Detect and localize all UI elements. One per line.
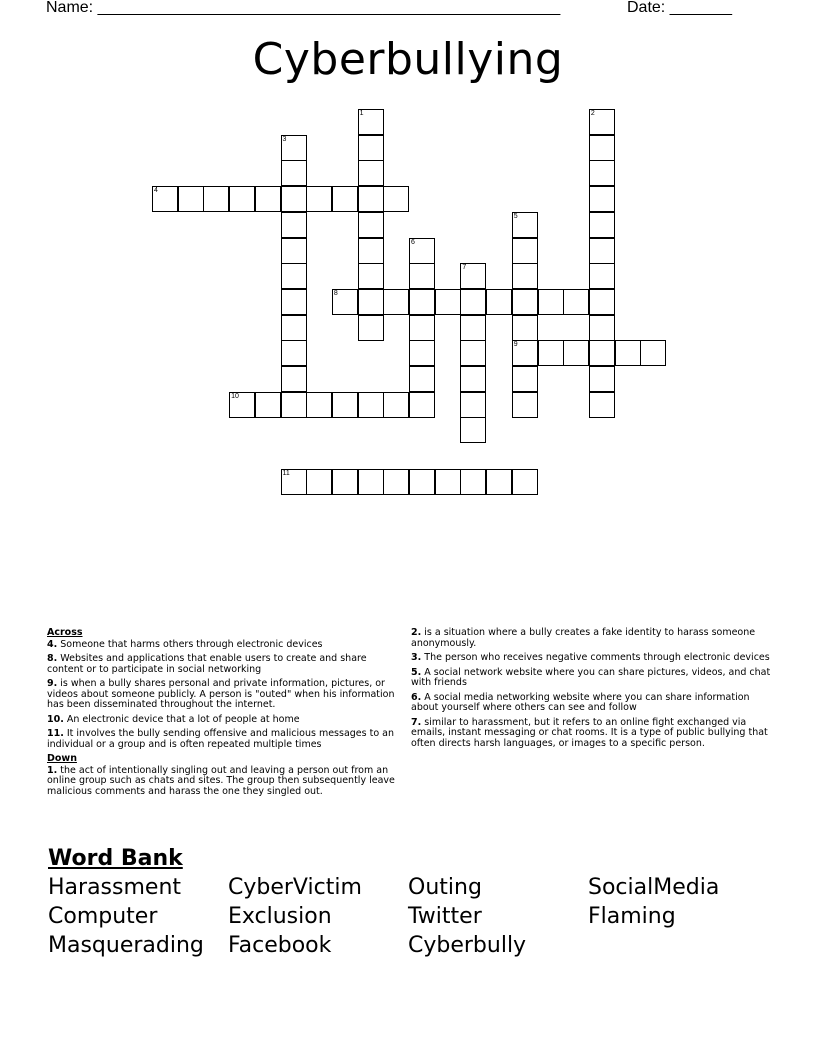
grid-cell[interactable] (281, 160, 307, 186)
clue-across-9 (47, 679, 397, 711)
grid-cell[interactable] (409, 469, 435, 495)
grid-cell[interactable] (358, 263, 384, 289)
word-bank-item: Facebook (228, 933, 332, 958)
grid-cell[interactable] (281, 469, 307, 495)
grid-cell[interactable] (589, 186, 615, 212)
grid-cell[interactable] (409, 392, 435, 418)
grid-cell[interactable] (589, 212, 615, 238)
grid-cell[interactable] (615, 340, 641, 366)
grid-cell[interactable] (281, 315, 307, 341)
grid-cell-number: 10 (231, 392, 239, 400)
clue-number: 3. (411, 652, 422, 663)
grid-cell[interactable] (460, 340, 486, 366)
clue-down-2 (411, 628, 771, 649)
grid-cell-number: 3 (282, 135, 287, 143)
grid-cell[interactable] (358, 392, 384, 418)
grid-cell[interactable] (512, 212, 538, 238)
clue-across-11 (47, 729, 397, 750)
grid-cell[interactable] (229, 186, 255, 212)
clue-across-10 (47, 715, 397, 726)
clue-across-8 (47, 654, 397, 675)
grid-cell[interactable] (358, 160, 384, 186)
clue-text: Someone that harms others through electronic devices (60, 638, 323, 650)
grid-cell[interactable] (383, 289, 409, 315)
grid-cell[interactable] (332, 469, 358, 495)
clue-number: 7. (411, 716, 422, 728)
grid-cell[interactable] (152, 186, 178, 212)
clue-number: 9. (47, 678, 58, 689)
clue-number: 1. (47, 764, 58, 776)
clue-text: Websites and applications that enable users to create and share content or to participate in social networking (47, 653, 367, 675)
grid-cell[interactable] (358, 135, 384, 161)
grid-cell-number: 6 (411, 238, 415, 246)
grid-cell[interactable] (640, 340, 666, 366)
grid-cell[interactable] (383, 392, 409, 418)
grid-cell[interactable] (383, 469, 409, 495)
grid-cell[interactable] (512, 315, 538, 341)
grid-cell[interactable] (512, 392, 538, 418)
clue-text: A social network website where you can share pictures, videos, and chat with friends (411, 666, 771, 688)
grid-cell[interactable] (281, 366, 307, 392)
word-bank-item: Computer (48, 904, 158, 929)
grid-cell[interactable] (358, 186, 384, 212)
grid-cell[interactable] (358, 315, 384, 341)
grid-cell[interactable] (409, 263, 435, 289)
clue-across-4 (47, 640, 397, 651)
grid-cell[interactable] (281, 238, 307, 264)
grid-cell[interactable] (255, 392, 281, 418)
clue-text: It involves the bully sending offensive and malicious messages to an individual or a group and is often repeated multiple times (47, 728, 395, 750)
grid-cell[interactable] (281, 392, 307, 418)
word-bank-item: Cyberbully (408, 933, 527, 958)
grid-cell[interactable] (281, 340, 307, 366)
grid-cell-number: 8 (333, 289, 338, 297)
grid-cell[interactable] (281, 135, 307, 161)
grid-cell[interactable] (358, 469, 384, 495)
grid-cell[interactable] (306, 392, 332, 418)
grid-cell[interactable] (435, 289, 461, 315)
grid-cell[interactable] (589, 392, 615, 418)
grid-cell[interactable] (383, 186, 409, 212)
grid-cell[interactable] (589, 340, 615, 366)
grid-cell[interactable] (460, 417, 486, 443)
clue-number: 5. (411, 666, 422, 678)
grid-cell[interactable] (281, 289, 307, 315)
grid-cell[interactable] (332, 289, 358, 315)
grid-cell[interactable] (358, 289, 384, 315)
grid-cell-number: 9 (513, 341, 518, 349)
grid-cell[interactable] (589, 289, 615, 315)
word-bank-item: Twitter (408, 904, 482, 929)
grid-cell[interactable] (486, 469, 512, 495)
clue-down-5 (411, 668, 771, 689)
clues-left-column (47, 628, 397, 801)
grid-cell[interactable] (409, 289, 435, 315)
across-heading: Across (47, 627, 83, 638)
clue-text: A social media networking website where you can share information about yourself where others can see and follow (411, 691, 750, 713)
grid-cell[interactable] (460, 392, 486, 418)
grid-cell-number: 11 (282, 469, 290, 477)
grid-cell[interactable] (589, 263, 615, 289)
clue-down-7 (411, 718, 771, 750)
grid-cell[interactable] (563, 340, 589, 366)
grid-cell[interactable] (512, 263, 538, 289)
clue-down-6 (411, 693, 771, 714)
word-bank-item: Exclusion (228, 904, 332, 929)
grid-cell[interactable] (358, 109, 384, 135)
clue-down-3 (411, 653, 771, 664)
clue-number: 2. (411, 627, 422, 638)
down-heading: Down (47, 753, 77, 764)
grid-cell[interactable] (409, 315, 435, 341)
clue-text: the act of intentionally singling out and leaving a person out from an online group such as chats and sites. The group then subsequently leave malicious comments and harass the one they singled out. (47, 764, 395, 797)
clue-number: 6. (411, 691, 422, 703)
page-title: Cyberbullying (252, 34, 564, 85)
grid-cell[interactable] (512, 469, 538, 495)
grid-cell[interactable] (460, 315, 486, 341)
grid-cell-number: 1 (359, 110, 364, 117)
grid-cell[interactable] (255, 186, 281, 212)
word-bank-item: Masquerading (48, 933, 204, 958)
crossword-grid (0, 0, 816, 520)
clue-number: 10. (47, 713, 64, 725)
grid-cell[interactable] (178, 186, 204, 212)
name-field-label: Name: ____________________________________________________ (46, 0, 561, 16)
grid-cell[interactable] (512, 289, 538, 315)
grid-cell[interactable] (538, 340, 564, 366)
clues-right-column (411, 628, 771, 753)
grid-cell[interactable] (358, 212, 384, 238)
grid-cell[interactable] (512, 340, 538, 366)
grid-cell[interactable] (589, 366, 615, 392)
grid-cell[interactable] (409, 340, 435, 366)
grid-cell[interactable] (203, 186, 229, 212)
word-bank-item: SocialMedia (588, 875, 720, 900)
grid-cell-number: 7 (462, 264, 467, 272)
grid-cell[interactable] (563, 289, 589, 315)
grid-cell-number: 4 (154, 187, 158, 195)
clue-number: 4. (47, 638, 58, 650)
word-bank-list (48, 875, 788, 958)
grid-cell[interactable] (281, 263, 307, 289)
grid-cell[interactable] (229, 392, 255, 418)
grid-cell[interactable] (435, 469, 461, 495)
grid-cell[interactable] (589, 315, 615, 341)
grid-cell[interactable] (512, 366, 538, 392)
grid-cell[interactable] (486, 289, 512, 315)
grid-cell[interactable] (409, 238, 435, 264)
word-bank-item: Outing (408, 875, 482, 900)
grid-cell-number: 5 (513, 212, 518, 220)
grid-cell[interactable] (332, 186, 358, 212)
grid-cell[interactable] (589, 238, 615, 264)
grid-cell[interactable] (589, 109, 615, 135)
grid-cell[interactable] (460, 469, 486, 495)
clue-text: similar to harassment, but it refers to an online fight exchanged via emails, instant messaging or chat rooms. It is a type of public bullying that often directs harsh languages, or images to a specific person. (411, 716, 768, 749)
grid-cell[interactable] (306, 186, 332, 212)
grid-cell[interactable] (332, 392, 358, 418)
grid-cell[interactable] (409, 366, 435, 392)
grid-cell[interactable] (460, 289, 486, 315)
clue-number: 11. (47, 728, 64, 739)
clue-text: is a situation where a bully creates a fake identity to harass someone anonymously. (411, 627, 756, 649)
grid-cell[interactable] (512, 238, 538, 264)
clue-text: is when a bully shares personal and private information, pictures, or videos about someone publicly. A person is "outed" when his information has been disseminated throughout the internet. (47, 678, 395, 710)
word-bank-item: Flaming (588, 904, 676, 929)
word-bank (48, 846, 788, 958)
grid-cell[interactable] (460, 366, 486, 392)
grid-cell-number: 2 (590, 110, 595, 117)
grid-cell[interactable] (358, 238, 384, 264)
date-field-label: Date: _______ (627, 0, 732, 16)
word-bank-item: Harassment (48, 875, 182, 900)
clue-number: 8. (47, 653, 58, 664)
grid-cell[interactable] (589, 135, 615, 161)
clue-down-1 (47, 766, 397, 798)
grid-cell[interactable] (281, 212, 307, 238)
grid-cell[interactable] (306, 469, 332, 495)
word-bank-title: Word Bank (48, 846, 183, 871)
grid-cell[interactable] (538, 289, 564, 315)
grid-cell[interactable] (589, 160, 615, 186)
grid-cell[interactable] (281, 186, 307, 212)
word-bank-item: CyberVictim (228, 875, 362, 900)
grid-cell[interactable] (460, 263, 486, 289)
clue-text: The person who receives negative comments through electronic devices (424, 652, 770, 663)
clue-text: An electronic device that a lot of people at home (66, 713, 300, 725)
